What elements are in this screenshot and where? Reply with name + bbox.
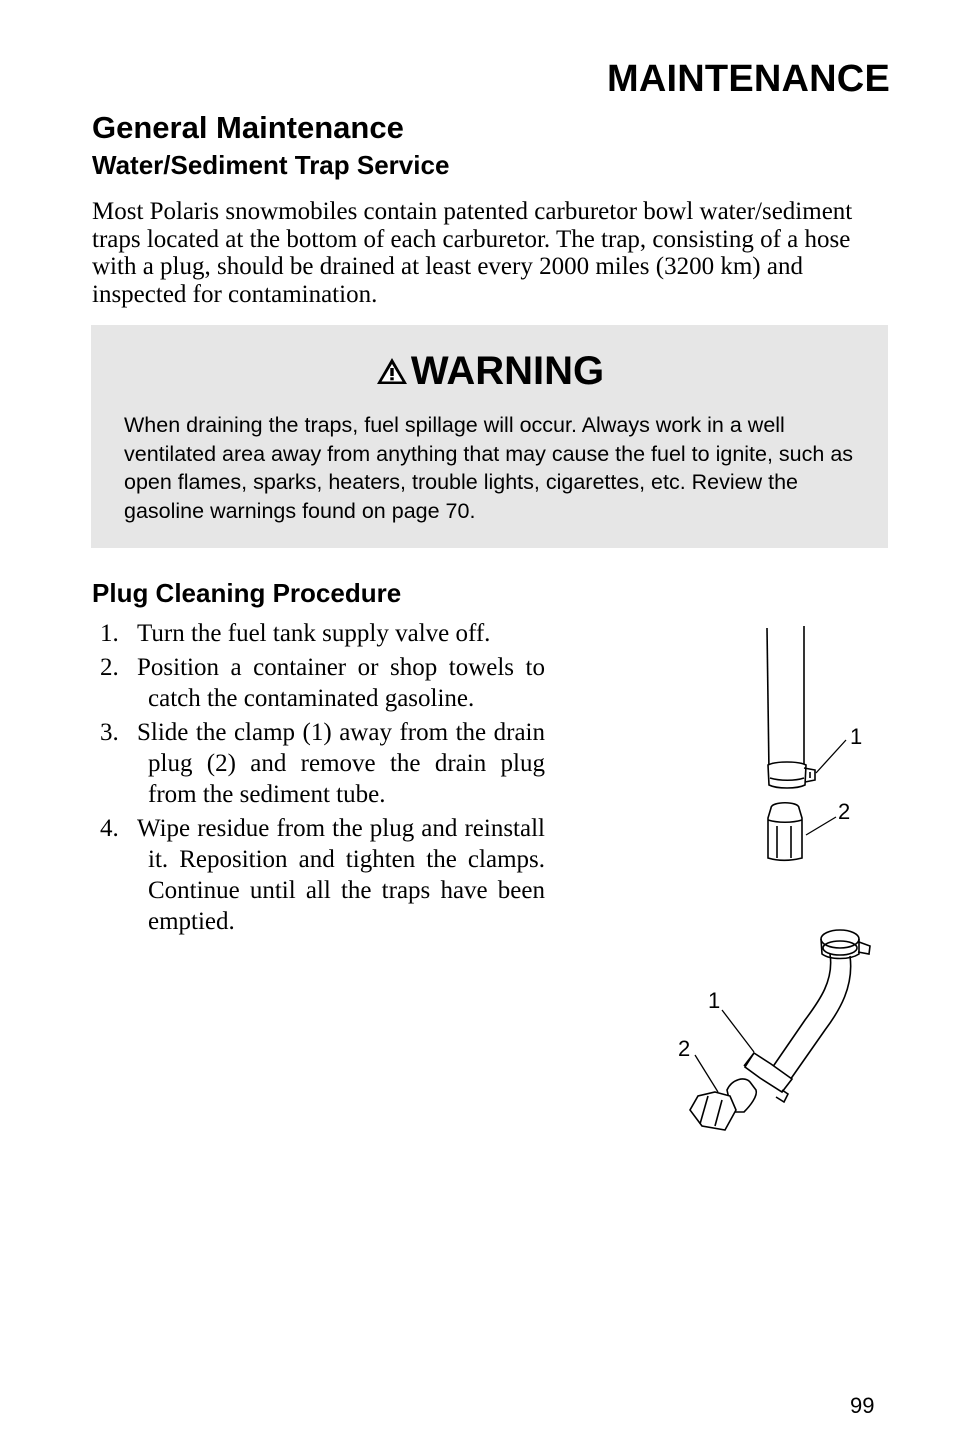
callout-clamp: 1 [850,724,863,749]
callout-plug: 2 [678,1036,691,1061]
step-text: Wipe residue from the plug and reinstall it. Reposition and tighten the clamps. Continue until all the traps have been emptied. [137,815,545,935]
subsection-title: Water/Sediment Trap Service [92,150,450,180]
step-number: 4. [100,815,119,842]
step-text: Turn the fuel tank supply valve off. [137,620,491,647]
warning-heading [91,349,888,394]
list-item [100,813,545,937]
step-number: 3. [100,719,119,746]
intro-paragraph: Most Polaris snowmobiles contain patented carburetor bowl water/sediment traps located at the bottom of each carburetor. The trap, consisting of a hose with a plug, should be drained at least every 2000 miles (3200 km) and inspected for contamination. [92,198,853,308]
elbow-tube-drawing [690,930,870,1130]
step-number: 1. [100,620,119,647]
sediment-tube-figure [740,620,880,870]
step-number: 2. [100,654,119,681]
list-item [100,652,545,714]
callout-clamp: 1 [708,988,721,1013]
procedure-title: Plug Cleaning Procedure [92,578,402,608]
callout-plug: 2 [838,799,851,824]
warning-text: When draining the traps, fuel spillage will occur. Always work in a well ventilated area away from anything that may cause the fuel to ignite, such as open flames, sparks, heaters, trouble lights, cigarettes, etc. Review the gasoline warnings found on page 70. [124,413,854,523]
procedure-steps [100,618,545,940]
section-title: General Maintenance [92,110,404,145]
list-item [100,618,545,649]
plug-leader-line [695,1055,718,1092]
running-header: MAINTENANCE [607,58,890,100]
warning-triangle-icon [375,356,409,386]
list-item [100,717,545,810]
clamp-leader-line [722,1010,754,1052]
warning-title: WARNING [410,349,605,393]
step-text: Position a container or shop towels to catch the contaminated gasoline. [137,654,545,712]
step-text: Slide the clamp (1) away from the drain plug (2) and remove the drain plug from the sediment tube. [137,719,545,808]
warning-box [91,325,888,548]
plug-leader-line [806,817,836,835]
elbow-tube-figure [670,920,890,1135]
page-number: 99 [850,1393,875,1418]
clamp-leader-line [816,740,846,773]
sediment-tube-drawing [767,626,815,860]
